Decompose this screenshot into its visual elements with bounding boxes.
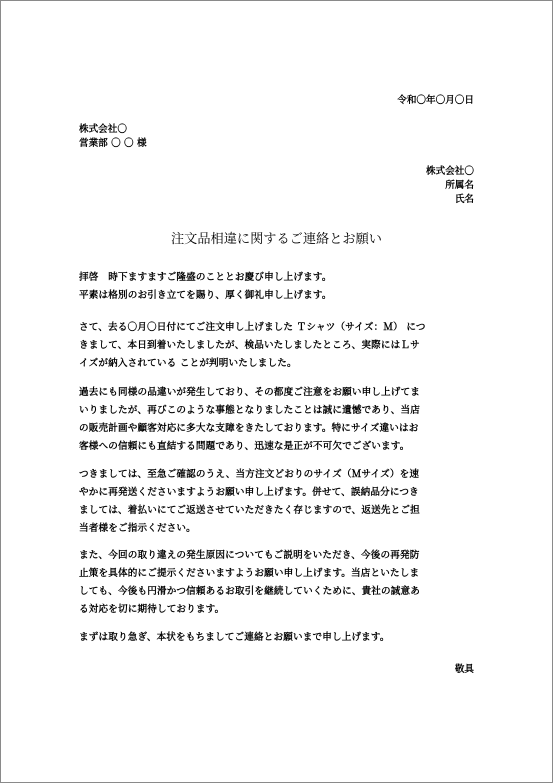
letter-date: 令和〇年〇月〇日 <box>397 95 474 106</box>
recipient-company: 株式会社〇 <box>79 124 127 135</box>
paragraph-line: 当者様をご指示ください。 <box>79 523 196 534</box>
paragraph-line: 拝啓 時下ますますご隆盛のこととお慶び申し上げます。 <box>79 272 332 283</box>
paragraph-line: しても、今後も円滑かつ信頼あるお取引を継続していくために、貴社の誠意あ <box>79 586 421 597</box>
paragraph-line: 客様への信頼にも直結する問題であり、迅速な是正が不可欠でございます。 <box>79 441 410 452</box>
paragraph-closing-remark <box>79 629 477 647</box>
sender-company: 株式会社〇 <box>426 166 474 177</box>
closing-word: 敬具 <box>454 664 474 675</box>
paragraph-line: 過去にも同様の品違いが発生しており、その都度ご注意をお願い申し上げてま <box>79 387 421 398</box>
paragraph-request <box>79 466 477 538</box>
recipient-department: 営業部 〇 〇 様 <box>79 138 147 149</box>
paragraph-history <box>79 384 477 456</box>
paragraph-line: また、今回の取り違えの発生原因についてもご説明をいただき、今後の再発防 <box>79 550 420 561</box>
paragraph-line: の販売計画や顧客対応に多大な支障をきたしております。特にサイズ違いはお <box>79 423 419 434</box>
paragraph-line: いりましたが、再びこのような事態となりましたことは誠に遺憾であり、当店 <box>79 405 421 416</box>
paragraph-line: さて、去る〇月〇日付にてご注文申し上げました Ｔシャツ（サイズ：Ｍ） につ <box>79 322 426 333</box>
paragraph-line: きまして、本日到着いたしましたが、検品いたしましたところ、実際にはＬサ <box>79 340 420 351</box>
sender-name: 氏名 <box>454 194 474 205</box>
letter-title: 注文品相違に関するご連絡とお願い <box>171 232 382 247</box>
paragraph-line: やかに再発送くださいますようお願い申し上げます。併せて、誤納品分につき <box>79 487 419 498</box>
paragraph-line: る対応を切に期待しております。 <box>79 604 225 615</box>
paragraph-line: 平素は格別のお引き立てを賜り、厚く御礼申し上げます。 <box>79 290 332 301</box>
paragraph-line: ましては、着払いにてご返送させていただきたく存じますので、返送先とご担 <box>79 505 420 516</box>
paragraph-line: つきましては、至急ご確認のうえ、当方注文どおりのサイズ（Ｍサイズ）を速 <box>79 469 420 480</box>
paragraph-issue <box>79 319 477 373</box>
sender-department: 所属名 <box>445 180 474 191</box>
paragraph-greeting <box>79 269 477 305</box>
paragraph-line: 止策を具体的にご提示くださいますようお願い申し上げます。当店といたしま <box>79 568 420 579</box>
paragraph-prevention <box>79 547 477 619</box>
paragraph-line: まずは取り急ぎ、本状をもちましてご連絡とお願いまで申し上げます。 <box>79 632 390 643</box>
paragraph-line: イズが納入されている ことが判明いたしました。 <box>79 358 297 369</box>
